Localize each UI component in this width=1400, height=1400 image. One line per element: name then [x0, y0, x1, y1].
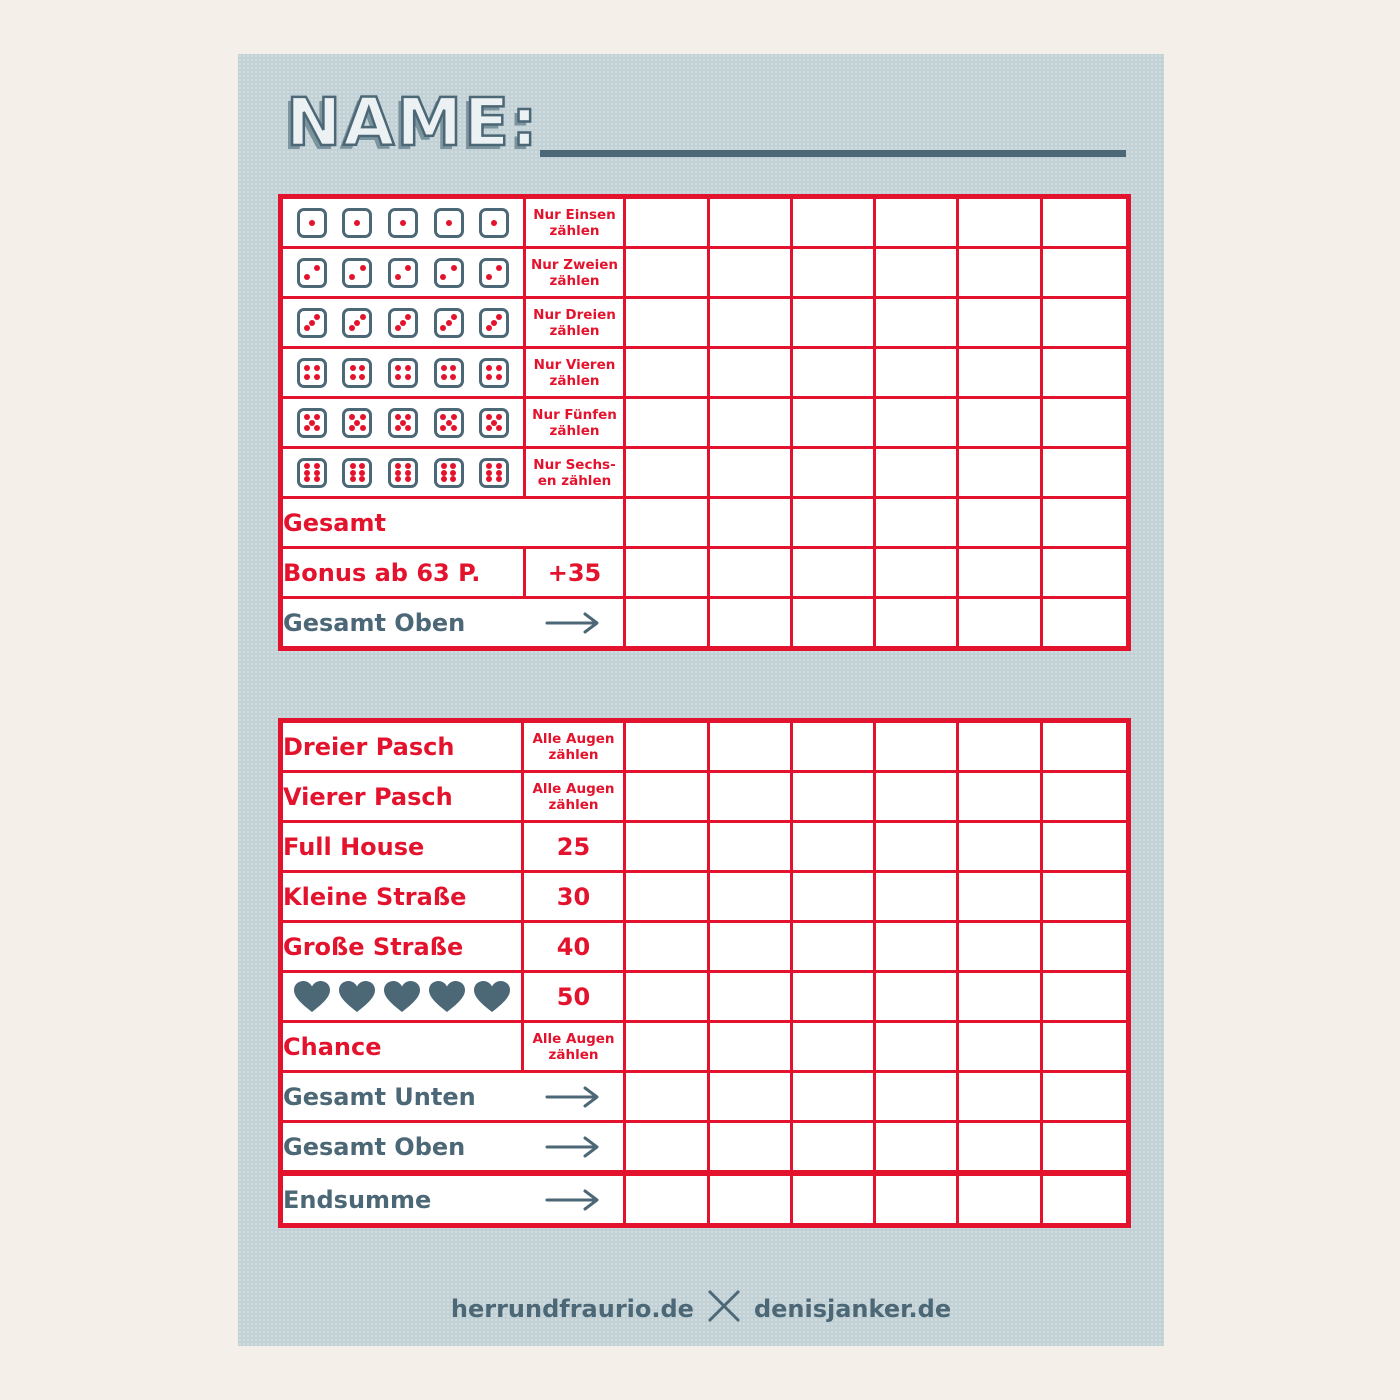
score-cell[interactable] [875, 248, 958, 298]
score-cell[interactable] [875, 972, 958, 1022]
upper-section-table [278, 194, 1131, 651]
score-cell[interactable] [875, 448, 958, 498]
score-cell[interactable] [1042, 248, 1129, 298]
score-cell[interactable] [958, 972, 1042, 1022]
score-cell[interactable] [792, 1022, 875, 1072]
die-face-2-icon [297, 258, 327, 288]
die-face-6-icon [297, 458, 327, 488]
lower-row [281, 1022, 1129, 1072]
die-face-1-icon [388, 208, 418, 238]
footer-right-link[interactable]: denisjanker.de [753, 1295, 952, 1323]
die-face-2-icon [342, 258, 372, 288]
score-cell[interactable] [1042, 1022, 1129, 1072]
score-cell[interactable] [875, 498, 958, 548]
die-face-5-icon [297, 408, 327, 438]
category-label: Full House [281, 822, 523, 872]
die-face-6-icon [479, 458, 509, 488]
die-face-4-icon [479, 358, 509, 388]
score-cell[interactable] [1042, 721, 1129, 772]
die-face-1-icon [342, 208, 372, 238]
die-face-3-icon [479, 308, 509, 338]
score-cell[interactable] [875, 548, 958, 598]
score-cell[interactable] [625, 548, 709, 598]
dice-cell [281, 298, 525, 348]
score-cell[interactable] [792, 197, 875, 248]
score-cell[interactable] [875, 1072, 958, 1122]
score-cell[interactable] [709, 448, 792, 498]
score-cell[interactable] [792, 348, 875, 398]
score-cell[interactable] [958, 548, 1042, 598]
score-cell[interactable] [875, 1022, 958, 1072]
die-face-5-icon [342, 408, 372, 438]
name-line [540, 150, 1126, 157]
score-cell[interactable] [792, 972, 875, 1022]
score-cell[interactable] [625, 498, 709, 548]
score-cell[interactable] [1042, 772, 1129, 822]
score-cell[interactable] [792, 772, 875, 822]
score-cell[interactable] [792, 721, 875, 772]
upper-carry-label: Gesamt Oben [283, 1132, 466, 1161]
score-cell[interactable] [1042, 822, 1129, 872]
die-face-1-icon [434, 208, 464, 238]
score-cell[interactable] [958, 598, 1042, 649]
arrow-right-icon [545, 1187, 601, 1213]
score-cell[interactable] [958, 1122, 1042, 1174]
category-label: Kleine Straße [281, 872, 523, 922]
score-cell[interactable] [792, 548, 875, 598]
score-cell[interactable] [709, 772, 792, 822]
die-face-6-icon [388, 458, 418, 488]
scoring-note: Nur Sechs- en zählen [525, 448, 625, 498]
die-face-4-icon [297, 358, 327, 388]
lower-sum-label-cell [281, 1072, 625, 1122]
bonus-row [281, 548, 1129, 598]
score-cell[interactable] [709, 598, 792, 649]
die-face-5-icon [434, 408, 464, 438]
die-face-4-icon [342, 358, 372, 388]
score-cell[interactable] [958, 448, 1042, 498]
score-cell[interactable] [625, 922, 709, 972]
name-label: NAME: [286, 84, 540, 161]
score-cell[interactable] [625, 972, 709, 1022]
score-cell[interactable] [792, 248, 875, 298]
score-cell[interactable] [709, 298, 792, 348]
score-cell[interactable] [625, 1022, 709, 1072]
grand-total-label-cell [281, 1173, 625, 1226]
grand-total-row [281, 1173, 1129, 1226]
score-cell[interactable] [792, 872, 875, 922]
score-cell[interactable] [1042, 498, 1129, 548]
score-cell[interactable] [709, 972, 792, 1022]
score-cell[interactable] [709, 721, 792, 772]
bonus-label: Bonus ab 63 P. [281, 548, 525, 598]
scoring-note: Nur Zweien zählen [525, 248, 625, 298]
arrow-right-icon [545, 610, 601, 636]
score-cell[interactable] [709, 197, 792, 248]
score-cell[interactable] [625, 598, 709, 649]
dice-cell [281, 348, 525, 398]
score-cell[interactable] [1042, 548, 1129, 598]
category-label: Vierer Pasch [281, 772, 523, 822]
die-face-2-icon [479, 258, 509, 288]
score-cell[interactable] [709, 822, 792, 872]
dice-cell [281, 398, 525, 448]
score-cell[interactable] [958, 1022, 1042, 1072]
dice-cell [281, 248, 525, 298]
score-cell[interactable] [709, 872, 792, 922]
cross-icon [706, 1288, 742, 1330]
score-cell[interactable] [875, 922, 958, 972]
score-cell[interactable] [1042, 1072, 1129, 1122]
category-label: Chance [281, 1022, 523, 1072]
score-cell[interactable] [625, 721, 709, 772]
die-face-3-icon [434, 308, 464, 338]
score-cell[interactable] [958, 872, 1042, 922]
die-face-5-icon [479, 408, 509, 438]
score-cell[interactable] [625, 197, 709, 248]
score-cell[interactable] [958, 298, 1042, 348]
score-cell[interactable] [709, 1072, 792, 1122]
score-cell[interactable] [875, 772, 958, 822]
score-cell[interactable] [1042, 598, 1129, 649]
fixed-score: 25 [523, 822, 625, 872]
score-cell[interactable] [958, 772, 1042, 822]
die-face-3-icon [342, 308, 372, 338]
upper-sum-label: Gesamt Oben [283, 608, 466, 637]
score-cell[interactable] [875, 1122, 958, 1174]
score-cell[interactable] [625, 298, 709, 348]
lower-row [281, 822, 1129, 872]
score-cell[interactable] [958, 248, 1042, 298]
upper-carry-label-cell [281, 1122, 625, 1174]
score-cell[interactable] [875, 398, 958, 448]
score-cell[interactable] [792, 498, 875, 548]
score-cell[interactable] [875, 348, 958, 398]
score-cell[interactable] [625, 248, 709, 298]
upper-row-4 [281, 348, 1129, 398]
footer [238, 1288, 1164, 1330]
score-cell[interactable] [792, 398, 875, 448]
score-cell[interactable] [625, 872, 709, 922]
score-cell[interactable] [625, 1173, 709, 1226]
score-cell[interactable] [625, 448, 709, 498]
score-cell[interactable] [1042, 872, 1129, 922]
category-label: Große Straße [281, 922, 523, 972]
lower-row [281, 721, 1129, 772]
score-cell[interactable] [1042, 972, 1129, 1022]
heart-icon [293, 980, 331, 1014]
score-cell[interactable] [875, 598, 958, 649]
die-face-3-icon [388, 308, 418, 338]
lower-sum-row [281, 1072, 1129, 1122]
score-cell[interactable] [792, 1072, 875, 1122]
upper-row-6 [281, 448, 1129, 498]
bonus-value: +35 [525, 548, 625, 598]
score-cell[interactable] [875, 197, 958, 248]
score-cell[interactable] [709, 922, 792, 972]
score-cell[interactable] [709, 498, 792, 548]
upper-carry-row [281, 1122, 1129, 1174]
lower-row [281, 972, 1129, 1022]
score-cell[interactable] [875, 872, 958, 922]
score-cell[interactable] [958, 498, 1042, 548]
hearts-cell [281, 972, 523, 1022]
score-cell[interactable] [958, 398, 1042, 448]
die-face-5-icon [388, 408, 418, 438]
score-cell[interactable] [625, 772, 709, 822]
score-cell[interactable] [958, 1173, 1042, 1226]
score-cell[interactable] [1042, 398, 1129, 448]
fixed-score: 40 [523, 922, 625, 972]
score-cell[interactable] [958, 348, 1042, 398]
score-cell[interactable] [709, 1022, 792, 1072]
grand-total-label: Endsumme [283, 1185, 432, 1214]
dice-cell [281, 197, 525, 248]
score-cell[interactable] [958, 197, 1042, 248]
score-cell[interactable] [1042, 298, 1129, 348]
score-cell[interactable] [792, 922, 875, 972]
heart-icon [338, 980, 376, 1014]
score-cell[interactable] [875, 1173, 958, 1226]
score-cell[interactable] [709, 1173, 792, 1226]
score-cell[interactable] [875, 822, 958, 872]
scoring-note: Nur Fünfen zählen [525, 398, 625, 448]
score-cell[interactable] [958, 822, 1042, 872]
score-cell[interactable] [625, 1122, 709, 1174]
upper-row-2 [281, 248, 1129, 298]
score-cell[interactable] [625, 822, 709, 872]
score-cell[interactable] [792, 448, 875, 498]
score-cell[interactable] [625, 398, 709, 448]
scoring-note: Alle Augen zählen [523, 721, 625, 772]
die-face-4-icon [434, 358, 464, 388]
score-cell[interactable] [709, 348, 792, 398]
score-cell[interactable] [709, 1122, 792, 1174]
lower-section-table [278, 718, 1131, 1228]
die-face-2-icon [434, 258, 464, 288]
score-cell[interactable] [709, 398, 792, 448]
upper-row-3 [281, 298, 1129, 348]
fixed-score: 30 [523, 872, 625, 922]
upper-sum-label-cell [281, 598, 625, 649]
score-cell[interactable] [1042, 1173, 1129, 1226]
score-cell[interactable] [875, 721, 958, 772]
score-cell[interactable] [792, 298, 875, 348]
score-cell[interactable] [625, 1072, 709, 1122]
scoring-note: Nur Dreien zählen [525, 298, 625, 348]
score-cell[interactable] [1042, 1122, 1129, 1174]
scoring-note: Alle Augen zählen [523, 772, 625, 822]
score-cell[interactable] [958, 1072, 1042, 1122]
category-label: Dreier Pasch [281, 721, 523, 772]
heart-icon [428, 980, 466, 1014]
upper-sum-row [281, 598, 1129, 649]
total-label: Gesamt [281, 498, 625, 548]
scoring-note: Alle Augen zählen [523, 1022, 625, 1072]
die-face-3-icon [297, 308, 327, 338]
score-cell[interactable] [1042, 448, 1129, 498]
lower-row [281, 872, 1129, 922]
score-cell[interactable] [792, 822, 875, 872]
score-cell[interactable] [709, 548, 792, 598]
score-cell[interactable] [625, 348, 709, 398]
score-cell[interactable] [958, 721, 1042, 772]
die-face-1-icon [297, 208, 327, 238]
footer-left-link[interactable]: herrundfraurio.de [450, 1295, 694, 1323]
upper-row-1 [281, 197, 1129, 248]
die-face-4-icon [388, 358, 418, 388]
die-face-6-icon [434, 458, 464, 488]
score-cell[interactable] [792, 1173, 875, 1226]
lower-row [281, 772, 1129, 822]
score-cell[interactable] [792, 598, 875, 649]
scoring-note: Nur Vieren zählen [525, 348, 625, 398]
fixed-score: 50 [523, 972, 625, 1022]
score-cell[interactable] [709, 248, 792, 298]
heart-icon [473, 980, 511, 1014]
arrow-right-icon [545, 1134, 601, 1160]
score-cell[interactable] [1042, 197, 1129, 248]
score-cell[interactable] [792, 1122, 875, 1174]
scoring-note: Nur Einsen zählen [525, 197, 625, 248]
die-face-1-icon [479, 208, 509, 238]
arrow-right-icon [545, 1084, 601, 1110]
die-face-6-icon [342, 458, 372, 488]
lower-row [281, 922, 1129, 972]
dice-cell [281, 448, 525, 498]
upper-total-row [281, 498, 1129, 548]
score-cell[interactable] [1042, 922, 1129, 972]
upper-row-5 [281, 398, 1129, 448]
score-cell[interactable] [875, 298, 958, 348]
die-face-2-icon [388, 258, 418, 288]
lower-sum-label: Gesamt Unten [283, 1082, 476, 1111]
score-cell[interactable] [1042, 348, 1129, 398]
score-cell[interactable] [958, 922, 1042, 972]
heart-icon [383, 980, 421, 1014]
